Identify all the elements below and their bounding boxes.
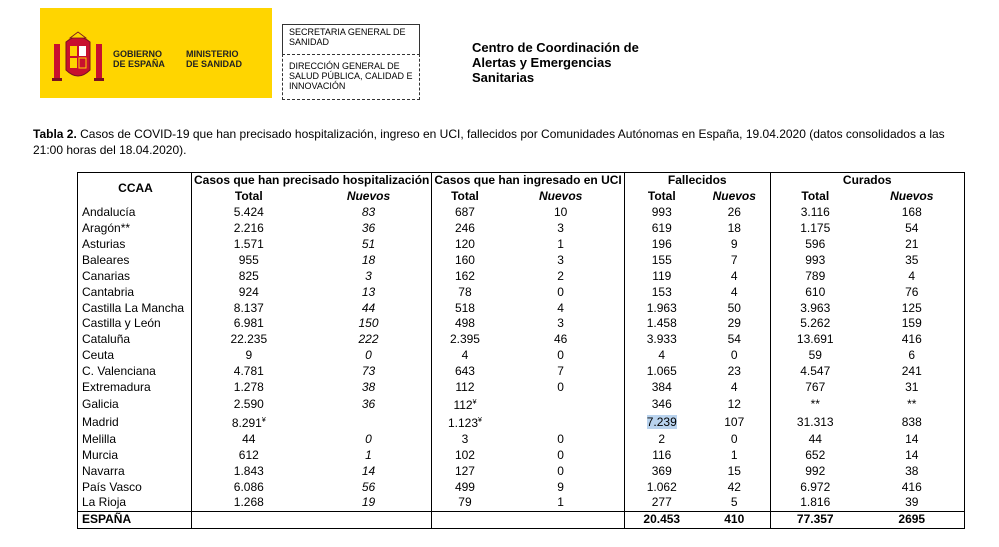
total-label: ESPAÑA [78,511,192,528]
fallecidos-nuevos-cell: 54 [699,332,771,348]
hosp-nuevos-cell: 3 [306,268,432,284]
curados-total-cell: 767 [805,380,826,395]
curados-nuevos-cell: 4 [860,268,965,284]
table-row [78,413,965,431]
uci-total-cell: 160 [454,252,475,267]
hosp-total-cell: 2.590 [233,396,264,411]
ccaa-name-cell: Aragón** [78,221,192,237]
fallecidos-total-cell: 993 [651,205,672,220]
fallecidos-total-cell: 153 [651,284,672,299]
uci-total-cell: 246 [454,221,475,236]
curados-nuevos-cell: ** [860,395,965,413]
fallecidos-total-cell: 155 [651,252,672,267]
uci-total-cell: 102 [454,447,475,462]
total-curados-nuevos: 2695 [860,511,965,528]
table-row [78,463,965,479]
table-row [78,205,965,221]
hosp-header: Casos que han precisado hospitalización [192,173,432,189]
uci-nuevos-cell: 9 [498,479,625,495]
ministerio-label: MINISTERIO DE SANIDAD [186,49,243,69]
uci-header: Casos que han ingresado en UCI [432,173,624,189]
hosp-nuevos-cell: 36 [306,221,432,237]
fallecidos-total-cell: 3.933 [646,332,677,347]
fallecidos-nuevos-cell: 4 [699,380,771,396]
fallecidos-total-cell: 384 [651,380,672,395]
total-cell [432,511,498,528]
centro-title: Centro de Coordinación de Alertas y Emergencias Sanitarias [472,40,639,85]
hosp-total-cell: 1.278 [233,380,264,395]
fallecidos-nuevos-cell: 107 [699,413,771,431]
hosp-nuevos-cell: 13 [306,284,432,300]
fallecidos-nuevos-cell: 26 [699,205,771,221]
total-fallecidos-nuevos: 410 [699,511,771,528]
curados-total-cell: 1.816 [800,495,831,510]
uci-nuevos-cell: 3 [498,252,625,268]
fallecidos-nuevos-cell: 7 [699,252,771,268]
uci-total-cell: 687 [454,205,475,220]
hosp-nuevos-cell: 14 [306,463,432,479]
table-row [78,447,965,463]
uci-nuevos-cell: 0 [498,380,625,396]
fallecidos-total-cell: 119 [652,268,672,283]
uci-nuevos-cell: 1 [498,237,625,253]
fallecidos-header: Fallecidos [624,173,770,189]
fallecidos-total-cell: 2 [658,431,666,446]
fallecidos-nuevos-cell: 4 [699,284,771,300]
ccaa-name-cell: Madrid [78,413,192,431]
curados-total-cell: 992 [805,463,826,478]
ccaa-name-cell: La Rioja [78,495,192,511]
uci-total-cell: 2.395 [449,332,480,347]
curados-total-cell: 31.313 [796,414,834,429]
hosp-nuevos-cell: 19 [306,495,432,511]
hosp-nuevos-cell: 44 [306,300,432,316]
curados-total-cell: 789 [805,268,826,283]
hosp-total-cell: 612 [238,447,259,462]
hosp-total-cell: 1.843 [233,463,264,478]
ccaa-name-cell: C. Valenciana [78,364,192,380]
curados-nuevos-cell: 125 [860,300,965,316]
fallecidos-nuevos-cell: 0 [699,348,771,364]
total-fallecidos: 20.453 [624,511,699,528]
fallecidos-nuevos-cell: 4 [699,268,771,284]
curados-nuevos-cell: 159 [860,316,965,332]
curados-nuevos-cell: 31 [860,380,965,396]
hosp-nuevos-cell: 0 [306,431,432,447]
ccaa-name-cell: Canarias [78,268,192,284]
total-curados: 77.357 [770,511,860,528]
curados-total-cell: 4.547 [800,364,831,379]
uci-total-cell: 79 [458,495,472,510]
fallecidos-total-cell: 1.458 [646,316,677,331]
hosp-total-cell: 22.235 [230,332,268,347]
fallecidos-nuevos-cell: 42 [699,479,771,495]
fallecidos-nuevos-cell: 9 [699,237,771,253]
uci-total-cell: 120 [454,237,475,251]
fallecidos-nuevos-header: Nuevos [699,189,771,205]
direccion-box: DIRECCIÓN GENERAL DE SALUD PÚBLICA, CALIDAD E INNOVACIÓN [282,54,420,100]
fallecidos-nuevos-cell: 12 [699,395,771,413]
fallecidos-total-cell: 619 [651,221,672,236]
curados-total-header: Total [801,189,830,204]
fallecidos-nuevos-cell: 5 [699,495,771,511]
uci-total-cell: 3 [461,431,469,446]
curados-header: Curados [770,173,964,189]
table-row [78,316,965,332]
curados-total-cell: 652 [805,447,826,462]
uci-total-header: Total [451,189,479,204]
hosp-nuevos-cell [306,413,432,431]
hosp-total-cell: 2.216 [233,221,264,236]
curados-nuevos-cell: 241 [860,364,965,380]
fallecidos-total-cell: 1.065 [646,364,677,379]
curados-nuevos-cell: 14 [860,447,965,463]
curados-nuevos-cell: 6 [860,348,965,364]
fallecidos-nuevos-cell: 1 [699,447,771,463]
curados-total-cell: 13.691 [796,332,834,347]
curados-nuevos-header: Nuevos [860,189,965,205]
hosp-total-header: Total [234,189,263,204]
uci-nuevos-cell: 0 [498,447,625,463]
ccaa-name-cell: Galicia [78,395,192,413]
total-cell [498,511,625,528]
uci-total-cell: 162 [454,268,475,283]
uci-total-cell: 498 [454,316,475,331]
fallecidos-total-cell: 1.062 [646,479,677,494]
hosp-total-cell: 1.571 [233,237,264,251]
ccaa-name-cell: Castilla La Mancha [78,300,192,316]
uci-total-cell: 4 [461,348,469,363]
ccaa-name-cell: Andalucía [78,205,192,221]
curados-nuevos-cell: 168 [860,205,965,221]
uci-nuevos-cell: 4 [498,300,625,316]
uci-nuevos-cell: 0 [498,431,625,447]
ccaa-header: CCAA [78,173,192,205]
curados-total-cell: 3.963 [800,300,831,315]
uci-total-cell: 112 [455,380,475,395]
table-row [78,479,965,495]
ccaa-name-cell: Cantabria [78,284,192,300]
uci-nuevos-cell: 10 [498,205,625,221]
uci-total-cell: 643 [454,364,475,379]
hosp-total-cell: 9 [245,348,253,363]
uci-nuevos-cell [498,395,625,413]
hosp-total-cell: 955 [238,252,259,267]
uci-nuevos-cell [498,413,625,431]
uci-nuevos-cell: 3 [498,316,625,332]
hosp-total-cell: 6.981 [233,316,264,331]
curados-nuevos-cell: 35 [860,252,965,268]
hosp-nuevos-cell: 0 [306,348,432,364]
table-row [78,395,965,413]
coat-of-arms-icon [52,30,104,88]
total-row [78,511,965,528]
uci-nuevos-cell: 0 [498,463,625,479]
ccaa-name-cell: Ceuta [78,348,192,364]
curados-total-cell: 44 [808,431,822,446]
total-cell [306,511,432,528]
hosp-nuevos-cell: 36 [306,395,432,413]
curados-nuevos-cell: 76 [860,284,965,300]
curados-nuevos-cell: 21 [860,237,965,253]
uci-total-cell: 112¥ [453,398,477,413]
curados-total-cell: 5.262 [800,316,831,331]
curados-nuevos-cell: 39 [860,495,965,511]
ccaa-name-cell: Cataluña [78,332,192,348]
uci-nuevos-cell: 2 [498,268,625,284]
curados-total-cell: 59 [808,348,822,363]
curados-nuevos-cell: 14 [860,431,965,447]
fallecidos-total-cell: 196 [651,237,672,251]
hosp-total-cell: 6.086 [233,479,264,494]
curados-total-cell: 596 [805,237,826,251]
ccaa-name-cell: Baleares [78,252,192,268]
table-row [78,237,965,253]
curados-nuevos-cell: 416 [860,332,965,348]
ccaa-name-cell: Castilla y León [78,316,192,332]
hosp-nuevos-cell: 38 [306,380,432,396]
fallecidos-nuevos-cell: 50 [699,300,771,316]
hosp-total-cell: 825 [238,268,259,283]
fallecidos-nuevos-cell: 29 [699,316,771,332]
curados-total-cell: 3.116 [800,205,830,220]
curados-nuevos-cell: 416 [860,479,965,495]
curados-nuevos-cell: 838 [860,413,965,431]
table-row [78,431,965,447]
hosp-total-cell: 924 [238,284,259,299]
hosp-nuevos-cell: 56 [306,479,432,495]
uci-nuevos-header: Nuevos [498,189,625,205]
ccaa-name-cell: País Vasco [78,479,192,495]
uci-total-cell: 518 [454,300,475,315]
uci-total-cell: 499 [454,479,475,494]
uci-nuevos-cell: 1 [498,495,625,511]
fallecidos-total-cell: 7.239 [646,414,677,429]
fallecidos-nuevos-cell: 15 [699,463,771,479]
hosp-nuevos-header: Nuevos [306,189,432,205]
uci-nuevos-cell: 46 [498,332,625,348]
table-caption: Tabla 2. Casos de COVID-19 que han precisado hospitalización, ingreso en UCI, fallecidos por Comunidades Autónomas en España, 19.04.2020 (datos consolidados a las 21:00 horas del 18.04.2020). [33,127,945,157]
fallecidos-nuevos-cell: 23 [699,364,771,380]
hosp-nuevos-cell: 222 [306,332,432,348]
table-row [78,364,965,380]
fallecidos-nuevos-cell: 18 [699,221,771,237]
fallecidos-nuevos-cell: 0 [699,431,771,447]
table-row [78,221,965,237]
hosp-nuevos-cell: 51 [306,237,432,253]
hosp-nuevos-cell: 83 [306,205,432,221]
fallecidos-total-cell: 346 [651,396,672,411]
hosp-nuevos-cell: 73 [306,364,432,380]
table-row [78,495,965,511]
curados-total-cell: 993 [805,252,826,267]
curados-total-cell: 6.972 [800,479,831,494]
gobierno-label: GOBIERNO DE ESPAÑA [113,49,165,69]
ccaa-name-cell: Extremadura [78,380,192,396]
ccaa-name-cell: Navarra [78,463,192,479]
hosp-total-cell: 1.268 [233,495,264,510]
table-row [78,332,965,348]
curados-total-cell: ** [810,396,820,411]
curados-nuevos-cell: 54 [860,221,965,237]
hosp-total-cell: 8.137 [233,300,264,315]
hosp-nuevos-cell: 1 [306,447,432,463]
curados-total-cell: 610 [805,284,826,299]
table-row [78,284,965,300]
secretaria-box: SECRETARIA GENERAL DE SANIDAD [282,24,420,54]
fallecidos-total-cell: 4 [658,348,666,363]
uci-nuevos-cell: 3 [498,221,625,237]
table-row [78,348,965,364]
table-row [78,252,965,268]
fallecidos-total-cell: 1.963 [646,300,677,315]
hosp-total-cell: 44 [242,431,256,446]
table-row [78,268,965,284]
covid-table [77,172,965,529]
hosp-nuevos-cell: 150 [306,316,432,332]
hosp-total-cell: 5.424 [233,205,264,220]
fallecidos-total-header: Total [647,189,676,204]
curados-total-cell: 1.175 [800,221,831,236]
ccaa-name-cell: Melilla [78,431,192,447]
ccaa-name-cell: Asturias [78,237,192,253]
table-row [78,300,965,316]
hosp-total-cell: 4.781 [233,364,264,379]
hosp-nuevos-cell: 18 [306,252,432,268]
fallecidos-total-cell: 277 [651,495,672,510]
curados-nuevos-cell: 38 [860,463,965,479]
fallecidos-total-cell: 116 [652,447,672,462]
table-row [78,380,965,396]
fallecidos-total-cell: 369 [651,463,672,478]
uci-total-cell: 78 [458,284,472,299]
uci-nuevos-cell: 7 [498,364,625,380]
uci-total-cell: 1.123¥ [447,416,482,431]
uci-total-cell: 127 [454,463,475,478]
ccaa-name-cell: Murcia [78,447,192,463]
uci-nuevos-cell: 0 [498,348,625,364]
total-cell [192,511,306,528]
hosp-total-cell: 8.291¥ [231,416,266,431]
uci-nuevos-cell: 0 [498,284,625,300]
